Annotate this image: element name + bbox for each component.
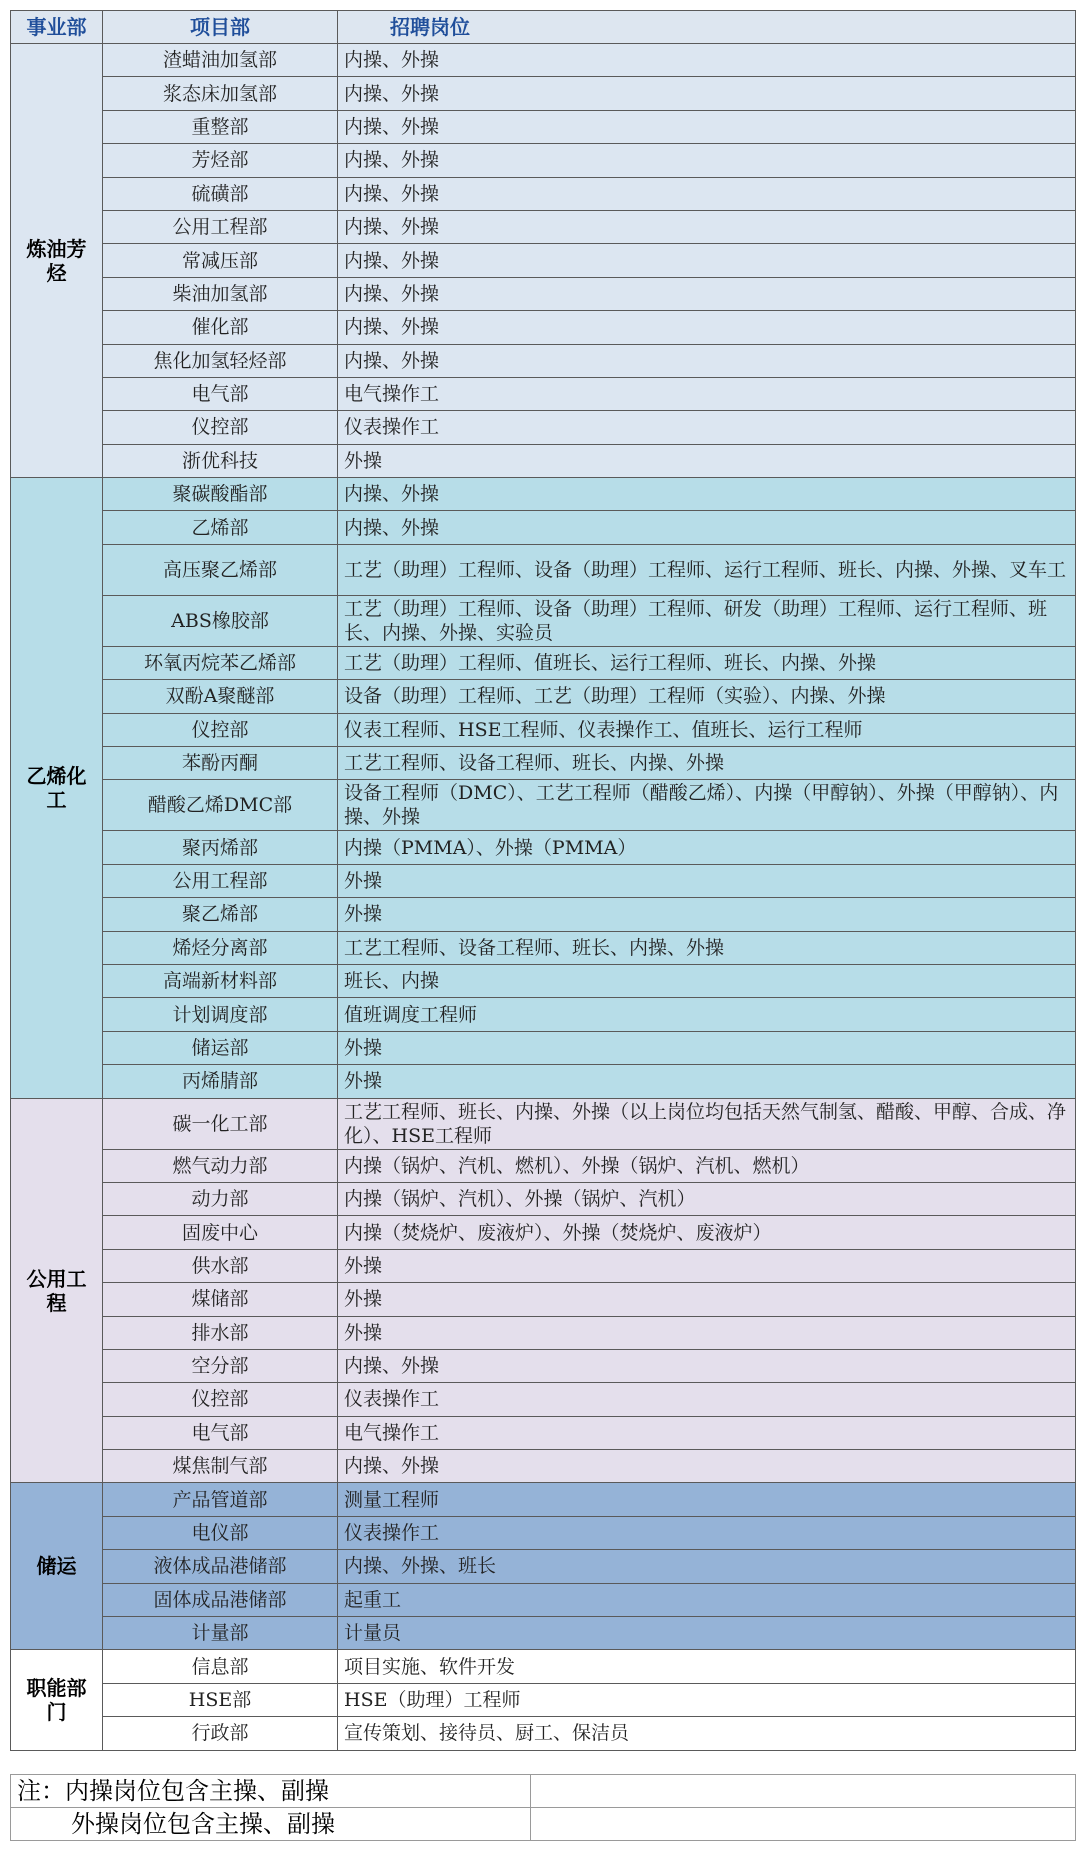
header-project-dept: 项目部 xyxy=(103,11,338,44)
table-row xyxy=(11,44,1076,77)
table-row xyxy=(11,1583,1076,1616)
positions-cell: 内操、外操 xyxy=(338,344,1076,377)
project-dept-cell: 燃气动力部 xyxy=(103,1149,338,1182)
project-dept-cell: 煤焦制气部 xyxy=(103,1450,338,1483)
business-unit-cell: 炼油芳烃 xyxy=(11,44,103,478)
project-dept-cell: 高压聚乙烯部 xyxy=(103,544,338,595)
positions-cell: 内操（焚烧炉、废液炉）、外操（焚烧炉、废液炉） xyxy=(338,1216,1076,1249)
note-row xyxy=(11,1775,1076,1808)
table-row xyxy=(11,1416,1076,1449)
project-dept-cell: 产品管道部 xyxy=(103,1483,338,1516)
project-dept-cell: 重整部 xyxy=(103,110,338,143)
header-business-unit: 事业部 xyxy=(11,11,103,44)
project-dept-cell: 动力部 xyxy=(103,1182,338,1215)
positions-cell: 内操、外操 xyxy=(338,511,1076,544)
positions-cell: 内操、外操 xyxy=(338,210,1076,243)
table-row xyxy=(11,377,1076,410)
table-row xyxy=(11,1316,1076,1349)
positions-cell: 内操（锅炉、汽机、燃机）、外操（锅炉、汽机、燃机） xyxy=(338,1149,1076,1182)
positions-cell: 工艺（助理）工程师、设备（助理）工程师、研发（助理）工程师、运行工程师、班长、内操、外操、实验员 xyxy=(338,595,1076,646)
positions-cell: 仪表工程师、HSE工程师、仪表操作工、值班长、运行工程师 xyxy=(338,713,1076,746)
positions-cell: 外操 xyxy=(338,1283,1076,1316)
positions-cell: 内操、外操 xyxy=(338,1349,1076,1382)
table-row xyxy=(11,1216,1076,1249)
table-row xyxy=(11,144,1076,177)
positions-cell: 工艺（助理）工程师、设备（助理）工程师、运行工程师、班长、内操、外操、叉车工 xyxy=(338,544,1076,595)
business-unit-cell: 储运 xyxy=(11,1483,103,1650)
project-dept-cell: 硫磺部 xyxy=(103,177,338,210)
positions-cell: 工艺工程师、设备工程师、班长、内操、外操 xyxy=(338,747,1076,780)
table-row xyxy=(11,244,1076,277)
project-dept-cell: 柴油加氢部 xyxy=(103,277,338,310)
table-row xyxy=(11,931,1076,964)
project-dept-cell: 公用工程部 xyxy=(103,210,338,243)
project-dept-cell: 信息部 xyxy=(103,1650,338,1683)
positions-cell: 外操 xyxy=(338,898,1076,931)
positions-cell: 内操、外操、班长 xyxy=(338,1550,1076,1583)
positions-cell: 宣传策划、接待员、厨工、保洁员 xyxy=(338,1717,1076,1750)
project-dept-cell: 液体成品港储部 xyxy=(103,1550,338,1583)
project-dept-cell: 丙烯腈部 xyxy=(103,1065,338,1098)
table-row xyxy=(11,1098,1076,1149)
project-dept-cell: 浆态床加氢部 xyxy=(103,77,338,110)
note-line-1: 注：内操岗位包含主操、副操 xyxy=(11,1775,531,1808)
table-header-row xyxy=(11,11,1076,44)
project-dept-cell: 苯酚丙酮 xyxy=(103,747,338,780)
header-positions: 招聘岗位 xyxy=(338,11,1076,44)
positions-cell: 工艺工程师、设备工程师、班长、内操、外操 xyxy=(338,931,1076,964)
table-row xyxy=(11,1483,1076,1516)
project-dept-cell: 公用工程部 xyxy=(103,864,338,897)
positions-cell: 仪表操作工 xyxy=(338,1516,1076,1549)
project-dept-cell: 固废中心 xyxy=(103,1216,338,1249)
project-dept-cell: 醋酸乙烯DMC部 xyxy=(103,780,338,831)
table-row xyxy=(11,646,1076,679)
positions-cell: 工艺工程师、班长、内操、外操（以上岗位均包括天然气制氢、醋酸、甲醇、合成、净化）、HSE工程师 xyxy=(338,1098,1076,1149)
positions-cell: 内操、外操 xyxy=(338,44,1076,77)
project-dept-cell: 碳一化工部 xyxy=(103,1098,338,1149)
note-empty-cell xyxy=(531,1775,1076,1808)
project-dept-cell: ABS橡胶部 xyxy=(103,595,338,646)
positions-cell: HSE（助理）工程师 xyxy=(338,1683,1076,1716)
positions-cell: 仪表操作工 xyxy=(338,411,1076,444)
recruitment-table xyxy=(10,10,1075,1751)
positions-cell: 内操（PMMA）、外操（PMMA） xyxy=(338,831,1076,864)
project-dept-cell: 烯烃分离部 xyxy=(103,931,338,964)
table-row xyxy=(11,1383,1076,1416)
table-row xyxy=(11,77,1076,110)
project-dept-cell: 仪控部 xyxy=(103,411,338,444)
table-row xyxy=(11,1249,1076,1282)
table-row xyxy=(11,344,1076,377)
positions-cell: 外操 xyxy=(338,1316,1076,1349)
positions-cell: 电气操作工 xyxy=(338,377,1076,410)
positions-cell: 内操、外操 xyxy=(338,311,1076,344)
table-row xyxy=(11,713,1076,746)
project-dept-cell: 空分部 xyxy=(103,1349,338,1382)
positions-cell: 内操、外操 xyxy=(338,177,1076,210)
note-row xyxy=(11,1808,1076,1841)
table-row xyxy=(11,544,1076,595)
positions-cell: 内操、外操 xyxy=(338,110,1076,143)
project-dept-cell: 聚丙烯部 xyxy=(103,831,338,864)
project-dept-cell: 固体成品港储部 xyxy=(103,1583,338,1616)
table-row xyxy=(11,1717,1076,1750)
project-dept-cell: 环氧丙烷苯乙烯部 xyxy=(103,646,338,679)
table-row xyxy=(11,1283,1076,1316)
project-dept-cell: 渣蜡油加氢部 xyxy=(103,44,338,77)
project-dept-cell: 电仪部 xyxy=(103,1516,338,1549)
project-dept-cell: HSE部 xyxy=(103,1683,338,1716)
table-row xyxy=(11,1650,1076,1683)
table-row xyxy=(11,780,1076,831)
table-row xyxy=(11,444,1076,477)
project-dept-cell: 催化部 xyxy=(103,311,338,344)
positions-cell: 设备工程师（DMC）、工艺工程师（醋酸乙烯）、内操（甲醇钠）、外操（甲醇钠）、内操、外操 xyxy=(338,780,1076,831)
table-row xyxy=(11,864,1076,897)
table-row xyxy=(11,680,1076,713)
table-row xyxy=(11,747,1076,780)
positions-cell: 内操、外操 xyxy=(338,144,1076,177)
project-dept-cell: 计划调度部 xyxy=(103,998,338,1031)
positions-cell: 外操 xyxy=(338,444,1076,477)
business-unit-cell: 乙烯化工 xyxy=(11,478,103,1098)
project-dept-cell: 乙烯部 xyxy=(103,511,338,544)
positions-cell: 计量员 xyxy=(338,1617,1076,1650)
table-row xyxy=(11,110,1076,143)
positions-cell: 内操、外操 xyxy=(338,478,1076,511)
table-row xyxy=(11,311,1076,344)
project-dept-cell: 常减压部 xyxy=(103,244,338,277)
table-row xyxy=(11,1550,1076,1583)
table-row xyxy=(11,478,1076,511)
table-row xyxy=(11,511,1076,544)
note-empty-cell xyxy=(531,1808,1076,1841)
positions-cell: 工艺（助理）工程师、值班长、运行工程师、班长、内操、外操 xyxy=(338,646,1076,679)
project-dept-cell: 供水部 xyxy=(103,1249,338,1282)
table-row xyxy=(11,210,1076,243)
positions-cell: 内操、外操 xyxy=(338,244,1076,277)
table-row xyxy=(11,1065,1076,1098)
project-dept-cell: 煤储部 xyxy=(103,1283,338,1316)
table-row xyxy=(11,964,1076,997)
positions-cell: 电气操作工 xyxy=(338,1416,1076,1449)
table-row xyxy=(11,177,1076,210)
positions-cell: 项目实施、软件开发 xyxy=(338,1650,1076,1683)
table-row xyxy=(11,1149,1076,1182)
business-unit-cell: 职能部门 xyxy=(11,1650,103,1750)
table-row xyxy=(11,411,1076,444)
table-row xyxy=(11,898,1076,931)
positions-cell: 内操、外操 xyxy=(338,277,1076,310)
table-row xyxy=(11,831,1076,864)
project-dept-cell: 浙优科技 xyxy=(103,444,338,477)
table-row xyxy=(11,1617,1076,1650)
project-dept-cell: 双酚A聚醚部 xyxy=(103,680,338,713)
project-dept-cell: 储运部 xyxy=(103,1031,338,1064)
note-line-2: 外操岗位包含主操、副操 xyxy=(11,1808,531,1841)
project-dept-cell: 计量部 xyxy=(103,1617,338,1650)
positions-cell: 外操 xyxy=(338,1249,1076,1282)
project-dept-cell: 电气部 xyxy=(103,1416,338,1449)
table-row xyxy=(11,1182,1076,1215)
table-row xyxy=(11,998,1076,1031)
table-row xyxy=(11,1450,1076,1483)
business-unit-cell: 公用工程 xyxy=(11,1098,103,1483)
project-dept-cell: 排水部 xyxy=(103,1316,338,1349)
project-dept-cell: 聚碳酸酯部 xyxy=(103,478,338,511)
project-dept-cell: 行政部 xyxy=(103,1717,338,1750)
positions-cell: 外操 xyxy=(338,1031,1076,1064)
table-row xyxy=(11,595,1076,646)
table-row xyxy=(11,1516,1076,1549)
project-dept-cell: 仪控部 xyxy=(103,713,338,746)
table-row xyxy=(11,1031,1076,1064)
table-row xyxy=(11,1349,1076,1382)
positions-cell: 仪表操作工 xyxy=(338,1383,1076,1416)
table-body xyxy=(11,44,1076,1751)
positions-cell: 测量工程师 xyxy=(338,1483,1076,1516)
positions-cell: 外操 xyxy=(338,864,1076,897)
positions-cell: 外操 xyxy=(338,1065,1076,1098)
table-row xyxy=(11,1683,1076,1716)
positions-cell: 内操、外操 xyxy=(338,1450,1076,1483)
footnote xyxy=(10,1774,1075,1841)
project-dept-cell: 仪控部 xyxy=(103,1383,338,1416)
positions-cell: 班长、内操 xyxy=(338,964,1076,997)
positions-cell: 值班调度工程师 xyxy=(338,998,1076,1031)
project-dept-cell: 焦化加氢轻烃部 xyxy=(103,344,338,377)
positions-cell: 内操（锅炉、汽机）、外操（锅炉、汽机） xyxy=(338,1182,1076,1215)
project-dept-cell: 聚乙烯部 xyxy=(103,898,338,931)
positions-cell: 内操、外操 xyxy=(338,77,1076,110)
table-row xyxy=(11,277,1076,310)
project-dept-cell: 高端新材料部 xyxy=(103,964,338,997)
project-dept-cell: 电气部 xyxy=(103,377,338,410)
positions-cell: 起重工 xyxy=(338,1583,1076,1616)
positions-cell: 设备（助理）工程师、工艺（助理）工程师（实验）、内操、外操 xyxy=(338,680,1076,713)
project-dept-cell: 芳烃部 xyxy=(103,144,338,177)
